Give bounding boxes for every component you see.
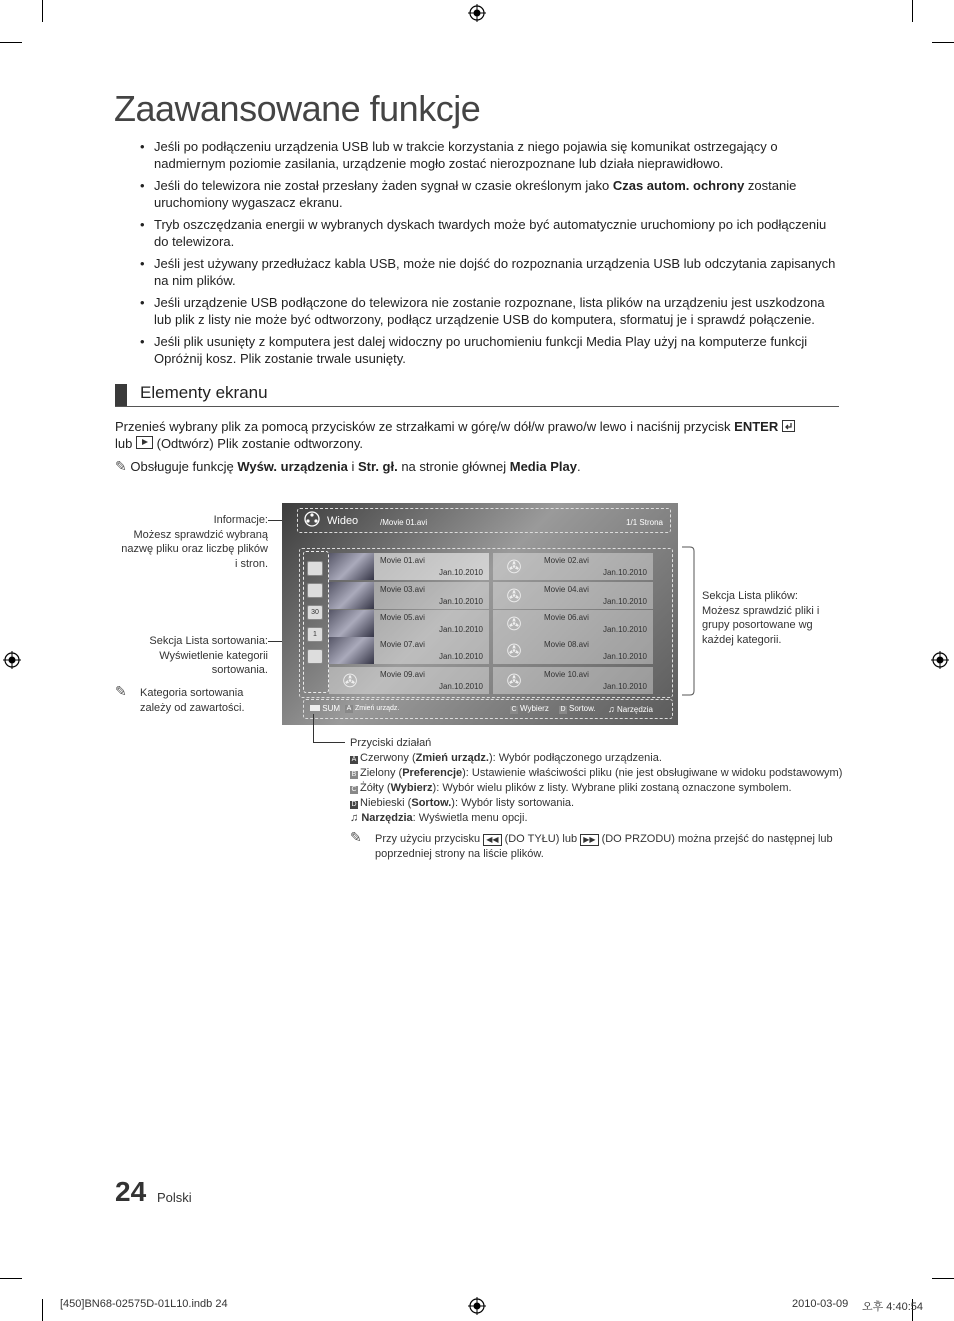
sort-button[interactable]: D Sortow. (560, 704, 596, 713)
crop-mark (932, 42, 954, 43)
video-thumbnail (329, 553, 374, 580)
file-tile[interactable]: ✇ Movie 06.avi Jan.10.2010 (493, 610, 653, 637)
video-reel-icon: ✇ (506, 671, 522, 691)
registration-mark-icon (931, 651, 949, 669)
list-item: • Jeśli do telewizora nie został przesłany żaden sygnał w czasie określonym jako Czas autom. ochrony zostanie uruchomiony wygaszacz ekranu. (138, 178, 843, 211)
tools-icon: ♫ (350, 812, 359, 824)
video-thumbnail (329, 582, 374, 609)
file-tile[interactable]: Movie 07.avi Jan.10.2010 (329, 637, 489, 664)
media-play-screen (282, 503, 678, 725)
tools-button[interactable]: ♫ Narzędzia (608, 704, 653, 714)
video-reel-icon: ✇ (342, 671, 358, 691)
video-reel-icon: ✇ (506, 557, 522, 577)
registration-mark-icon (468, 1297, 486, 1315)
legend-item: D Niebieski (Sortow.): Wybór listy sortowania. (351, 797, 575, 809)
annotation-info: Informacje: Możesz sprawdzić wybraną nazwę pliku oraz liczbę plików i stron. (121, 514, 268, 570)
section-note: ✎ Obsługuje funkcję Wyśw. urządzenia i Str. gł. na stronie głównej Media Play. (115, 458, 581, 474)
annotation-files: Sekcja Lista plików: Możesz sprawdzić pliki i grupy posortowane wg każdej kategorii. (702, 590, 820, 646)
section-divider (115, 406, 839, 407)
file-tile[interactable]: ✇ Movie 02.avi Jan.10.2010 (493, 553, 653, 580)
legend-title: Przyciski działań (350, 737, 432, 749)
crop-mark (0, 42, 22, 43)
file-tile[interactable]: Movie 03.avi Jan.10.2010 (329, 582, 489, 609)
file-tile[interactable]: ✇ Movie 08.avi Jan.10.2010 (493, 637, 653, 664)
sort-month-button[interactable]: 1 (307, 627, 323, 642)
footer-date: 2010-03-09 (792, 1298, 849, 1310)
annotation-leader-line (313, 742, 345, 743)
video-reel-icon: ✇ (506, 586, 522, 606)
crop-mark (42, 1299, 43, 1321)
file-path: /Movie 01.avi (380, 518, 428, 527)
action-buttons-legend (350, 736, 842, 862)
sort-title-button[interactable] (307, 583, 323, 598)
video-thumbnail (329, 610, 374, 637)
select-button[interactable]: C Wybierz (511, 704, 549, 713)
annotation-sort-note: ✎ Kategoria sortowania zależy od zawartości. (115, 683, 245, 714)
list-item: • Jeśli jest używany przedłużacz kabla USB, może nie dojść do rozpoznania urządzenia USB lub odczytania zapisanych na nim plików. (138, 256, 843, 289)
sort-folder-button[interactable] (307, 561, 323, 576)
video-reel-icon: ✇ (506, 641, 522, 661)
section-marker (115, 384, 127, 406)
enter-key-icon (782, 420, 795, 432)
tools-icon: ♫ (608, 704, 615, 714)
list-item: • Tryb oszczędzania energii w wybranych dyskach twardych może być automatycznie uruchomiony po ich podłączeniu do telewizora. (138, 217, 843, 250)
registration-mark-icon (468, 4, 486, 22)
file-tile[interactable]: ✇ Movie 09.avi Jan.10.2010 (329, 667, 489, 694)
file-tile[interactable]: ✇ Movie 10.avi Jan.10.2010 (493, 667, 653, 694)
page-language: Polski (157, 1190, 192, 1205)
page-info: 1/1 Strona (626, 518, 663, 527)
crop-mark (0, 1278, 22, 1279)
page-title: Zaawansowane funkcje (114, 88, 481, 129)
category-label: Wideo (327, 515, 359, 527)
legend-item: B Zielony (Preferencje): Ustawienie właściwości pliku (nie jest obsługiwane w widoku podstawowym) (351, 767, 843, 779)
rewind-key-icon: ◀◀ (483, 834, 501, 846)
section-title: Elementy ekranu (140, 383, 268, 402)
video-thumbnail (329, 637, 374, 664)
section-paragraph: Przenieś wybrany plik za pomocą przycisków ze strzałkami w górę/w dół/w prawo/w lewo i naciśnij przycisk ENTER lub (Odtwórz) Plik zostanie odtworzony. (115, 418, 815, 452)
legend-item: ♫ Narzędzia: Wyświetla menu opcji. (350, 812, 528, 824)
list-item: • Jeśli po podłączeniu urządzenia USB lub w trakcie korzystania z niego pojawia się komunikat ostrzegający o nadmiernym poziomie zasilania, urządzenie mogło zostać nierozpoznane lub działa nieprawidłowo. (138, 139, 843, 172)
sort-preference-button[interactable] (307, 649, 323, 664)
footer-time: 오후 4:40:54 (862, 1301, 924, 1313)
note-pencil-icon: ✎ (115, 683, 127, 699)
legend-note: ✎ Przy użyciu przycisku ◀◀ (DO TYŁU) lub ▶▶ (DO PRZODU) można przejść do następnej lub poprzedniej strony na liście plików. (350, 829, 833, 860)
annotation-sort: Sekcja Lista sortowania: Wyświetlenie kategorii sortowania. (149, 635, 268, 676)
file-tile[interactable]: Movie 01.avi Jan.10.2010 (329, 553, 489, 580)
bullet-list (138, 139, 843, 373)
fast-forward-key-icon: ▶▶ (580, 834, 598, 846)
legend-item: C Żółty (Wybierz): Wybór wielu plików z listy. Wybrane pliki zostaną oznaczone symbolem. (351, 782, 792, 794)
bracket-icon (680, 546, 696, 696)
note-pencil-icon: ✎ (350, 829, 362, 845)
usb-device-icon (310, 705, 320, 711)
crop-mark (42, 0, 43, 22)
annotation-leader-line (313, 714, 314, 742)
list-item: • Jeśli urządzenie USB podłączone do telewizora nie zostanie rozpoznane, lista plików na urządzeniu jest uszkodzona lub plik z listy nie może być odtworzony, podłącz urządzenie USB do komputera, sformatuj je i sprawdź połączenie. (138, 295, 843, 328)
play-key-icon (136, 436, 153, 449)
file-tile[interactable]: ✇ Movie 04.avi Jan.10.2010 (493, 582, 653, 609)
page-number: 24 (115, 1176, 147, 1207)
footer-file: [450]BN68-02575D-01L10.indb 24 (60, 1298, 228, 1310)
change-device-button[interactable]: A Zmień urządz. (346, 705, 400, 712)
crop-mark (932, 1278, 954, 1279)
crop-mark (912, 0, 913, 22)
list-item: • Jeśli plik usunięty z komputera jest dalej widoczny po uruchomieniu funkcji Media Play użyj na komputerze funkcji Opróżnij kosz. Plik zostanie trwale usunięty. (138, 334, 843, 367)
sort-date-button[interactable]: 30 (307, 605, 323, 620)
device-label: SUM (310, 704, 340, 713)
registration-mark-icon (3, 651, 21, 669)
note-pencil-icon: ✎ (115, 458, 127, 474)
video-reel-icon (303, 510, 321, 528)
legend-item: A Czerwony (Zmień urządz.): Wybór podłączonego urządzenia. (351, 752, 662, 764)
file-tile[interactable]: Movie 05.avi Jan.10.2010 (329, 610, 489, 637)
video-reel-icon: ✇ (506, 614, 522, 634)
